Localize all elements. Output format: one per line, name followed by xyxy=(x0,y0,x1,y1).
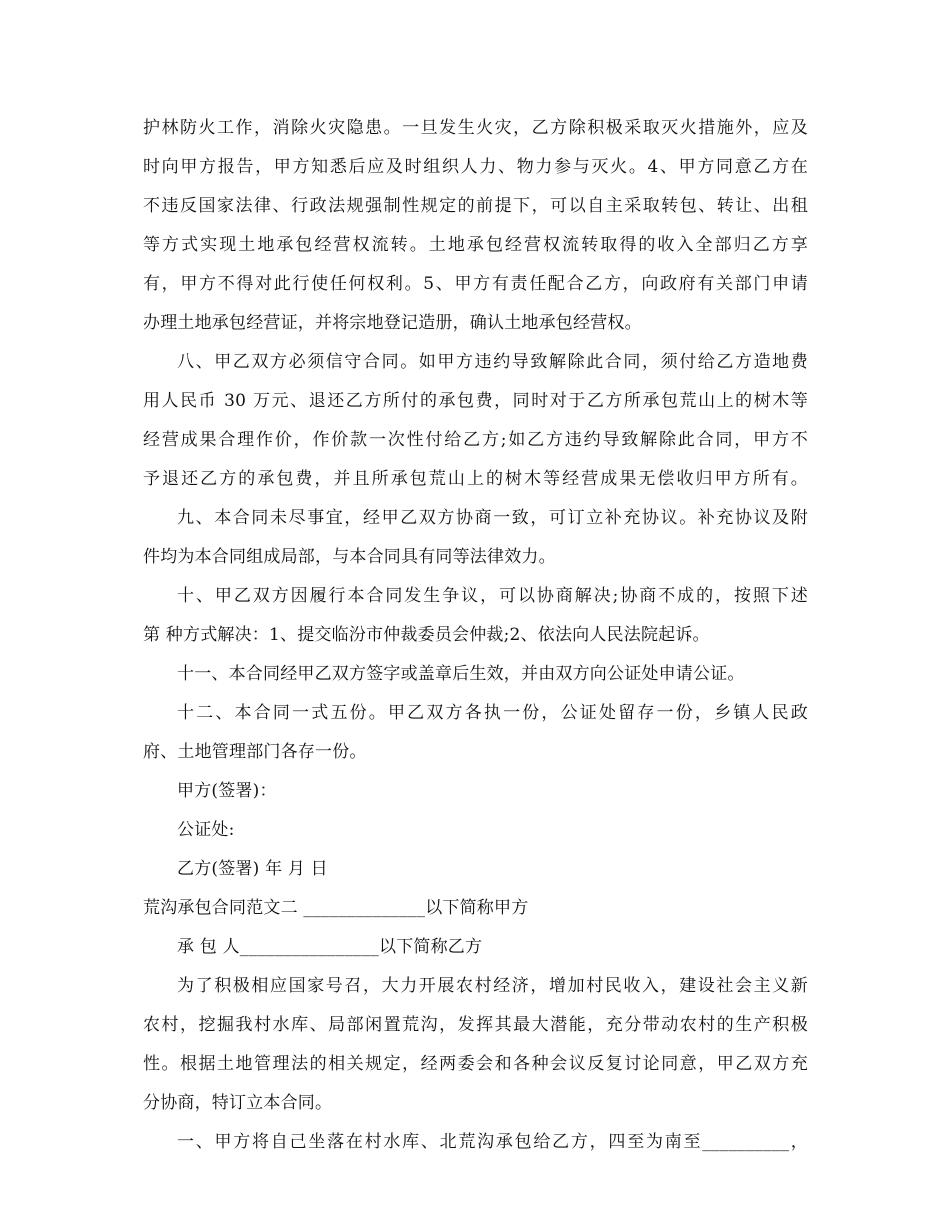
text-line: 八、甲乙双方必须信守合同。如甲方违约导致解除此合同，须付给乙方造地费 xyxy=(177,352,808,372)
text-line: 一、甲方将自己坐落在村水库、北荒沟承包给乙方，四至为南至__________， xyxy=(177,1132,808,1152)
text-line: 办理土地承包经营证，并将宗地登记造册，确认土地承包经营权。 xyxy=(143,313,642,333)
text-line: 公证处: xyxy=(177,820,235,840)
text-line: 性。根据土地管理法的相关规定，经两委会和各种会议反复讨论同意，甲乙双方充 xyxy=(143,1054,808,1074)
text-line: 承 包 人________________以下简称乙方 xyxy=(177,937,483,957)
text-line: 用人民币 30 万元、退还乙方所付的承包费，同时对于乙方所承包荒山上的树木等 xyxy=(143,391,808,411)
text-line: 予退还乙方的承包费，并且所承包荒山上的树木等经营成果无偿收归甲方所有。 xyxy=(143,469,808,489)
text-line: 十一、本合同经甲乙双方签字或盖章后生效，并由双方向公证处申请公证。 xyxy=(177,664,745,684)
text-line: 农村，挖掘我村水库、局部闲置荒沟，发挥其最大潜能，充分带动农村的生产积极 xyxy=(143,1015,808,1035)
text-line: 荒沟承包合同范文二 ______________以下简称甲方 xyxy=(143,898,529,918)
text-line: 为了积极相应国家号召，大力开展农村经济，增加村民收入，建设社会主义新 xyxy=(177,976,808,996)
text-line: 不违反国家法律、行政法规强制性规定的前提下，可以自主采取转包、转让、出租 xyxy=(143,196,808,216)
text-line: 十二、本合同一式五份。甲乙双方各执一份，公证处留存一份，乡镇人民政 xyxy=(177,703,808,723)
text-line: 府、土地管理部门各存一份。 xyxy=(143,742,367,762)
text-line: 第 种方式解决：1、提交临汾市仲裁委员会仲裁;2、依法向人民法院起诉。 xyxy=(143,625,710,645)
text-line: 九、本合同未尽事宜，经甲乙双方协商一致，可订立补充协议。补充协议及附 xyxy=(177,508,808,528)
text-line: 时向甲方报告，甲方知悉后应及时组织人力、物力参与灭火。4、甲方同意乙方在 xyxy=(143,157,808,177)
text-line: 经营成果合理作价，作价款一次性付给乙方;如乙方违约导致解除此合同，甲方不 xyxy=(143,430,808,450)
text-line: 乙方(签署) 年 月 日 xyxy=(177,859,328,879)
text-line: 分协商，特订立本合同。 xyxy=(143,1093,333,1113)
text-line: 等方式实现土地承包经营权流转。土地承包经营权流转取得的收入全部归乙方享 xyxy=(143,235,808,255)
text-line: 有，甲方不得对此行使任何权利。5、甲方有责任配合乙方，向政府有关部门申请 xyxy=(143,274,808,294)
text-line: 甲方(签署)： xyxy=(177,781,277,801)
text-line: 件均为本合同组成局部，与本合同具有同等法律效力。 xyxy=(143,547,556,567)
text-line: 护林防火工作，消除火灾隐患。一旦发生火灾，乙方除积极采取灭火措施外，应及 xyxy=(143,118,808,138)
text-line: 十、甲乙双方因履行本合同发生争议，可以协商解决;协商不成的，按照下述 xyxy=(177,586,808,606)
